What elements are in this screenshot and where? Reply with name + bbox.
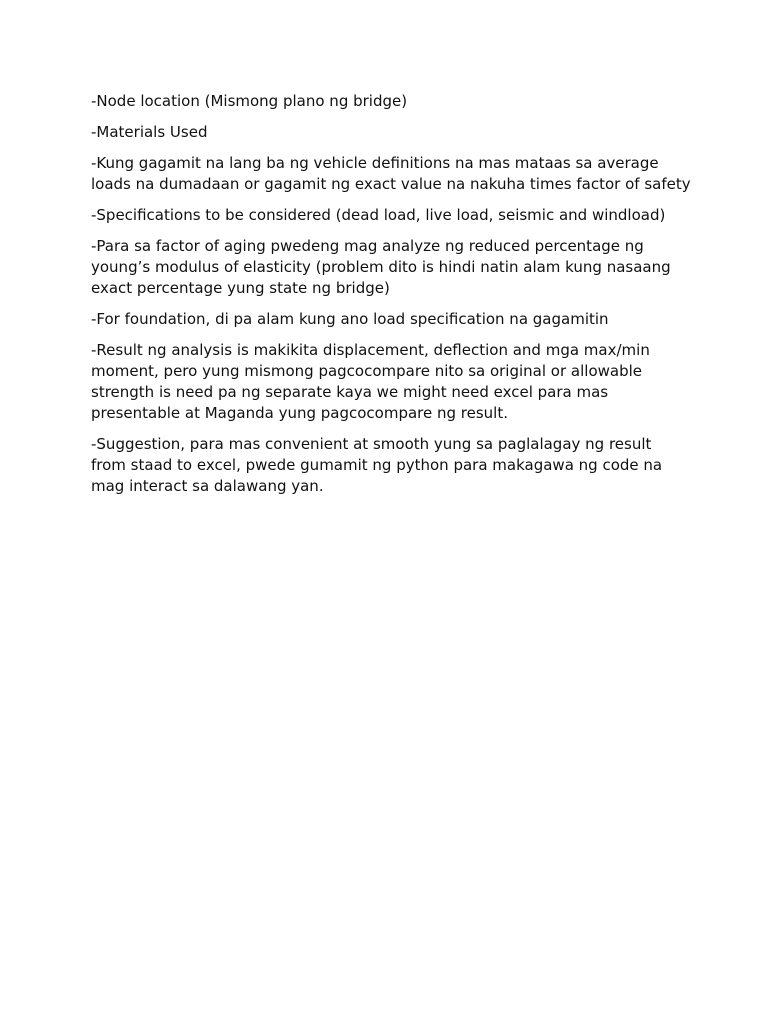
paragraph-vehicle-definitions: -Kung gagamit na lang ba ng vehicle definitions na mas mataas sa average loads na dumadaan or gagamit ng exact value na nakuha times factor of safety — [91, 154, 691, 193]
paragraph-foundation: -For foundation, di pa alam kung ano load specification na gagamitin — [91, 310, 609, 328]
paragraph-specifications: -Specifications to be considered (dead load, live load, seismic and windload) — [91, 206, 666, 224]
paragraph-factor-of-aging: -Para sa factor of aging pwedeng mag analyze ng reduced percentage ng young’s modulus of elasticity (problem dito is hindi natin alam kung nasaang exact percentage yung state ng bridge) — [91, 237, 671, 297]
document-body — [91, 91, 691, 507]
paragraph-node-location: -Node location (Mismong plano ng bridge) — [91, 92, 408, 110]
paragraph-result-analysis: -Result ng analysis is makikita displacement, deflection and mga max/min moment, pero yung mismong pagcocompare nito sa original or allowable strength is need pa ng separate kaya we might need excel para mas presentable at Maganda yung pagcocompare ng result. — [91, 341, 650, 422]
paragraph-materials-used: -Materials Used — [91, 123, 208, 141]
paragraph-suggestion: -Suggestion, para mas convenient at smooth yung sa paglalagay ng result from staad to excel, pwede gumamit ng python para makagawa ng code na mag interact sa dalawang yan. — [91, 435, 663, 495]
